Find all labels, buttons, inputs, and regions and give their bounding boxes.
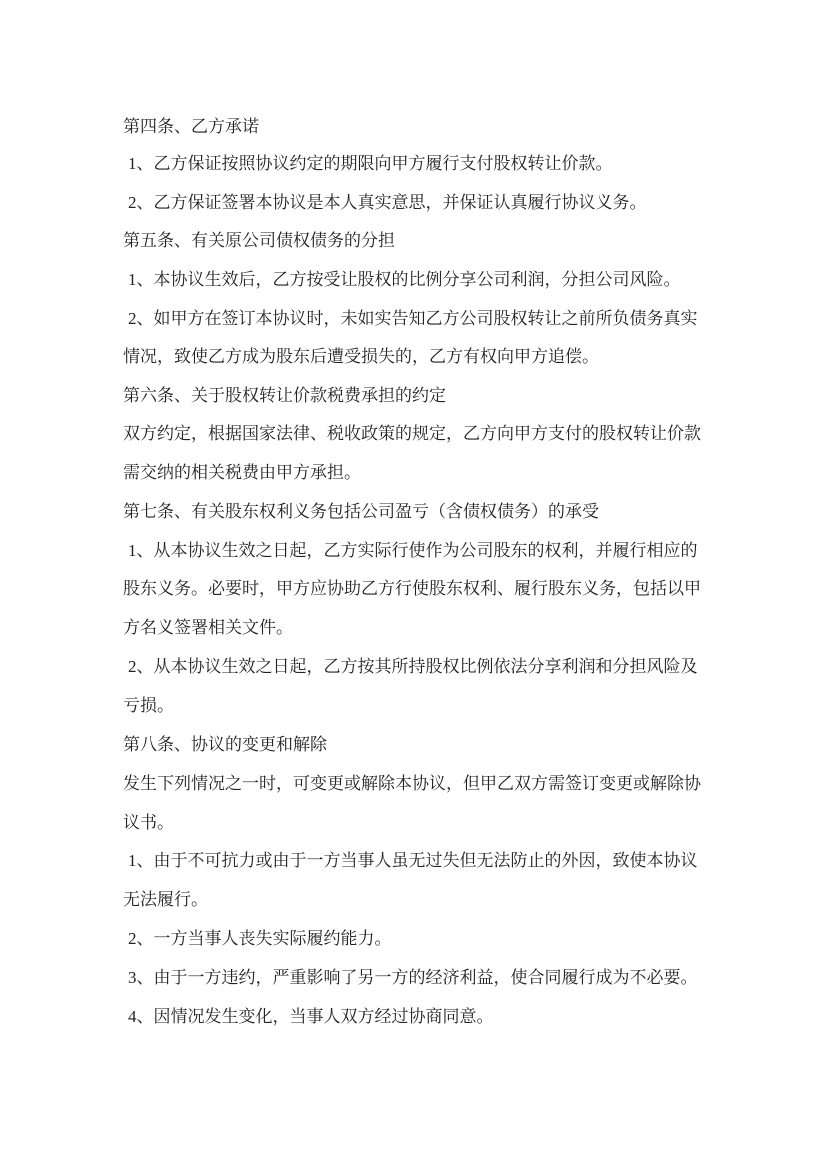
paragraph-line: 发生下列情况之一时，可变更或解除本协议，但甲乙双方需签订变更或解除协: [123, 774, 701, 793]
section-heading: 第五条、有关原公司债权债务的分担: [123, 231, 395, 250]
paragraph-line: 股东义务。必要时，甲方应协助乙方行使股东权利、履行股东义务，包括以甲: [123, 579, 701, 598]
section-heading: 第七条、有关股东权利义务包括公司盈亏（含债权债务）的承受: [123, 502, 599, 521]
paragraph-line: 无法履行。: [123, 890, 208, 909]
numbered-clause: 1、本协议生效后，乙方按受让股权的比例分享公司利润，分担公司风险。: [128, 270, 681, 289]
numbered-clause: 2、一方当事人丧失实际履约能力。: [128, 929, 392, 948]
paragraph-line: 双方约定，根据国家法律、税收政策的规定，乙方向甲方支付的股权转让价款: [123, 424, 701, 443]
paragraph-line: 方名义签署相关文件。: [123, 618, 293, 637]
section-heading: 第八条、协议的变更和解除: [123, 735, 327, 754]
paragraph-line: 需交纳的相关税费由甲方承担。: [123, 463, 361, 482]
numbered-clause: 4、因情况发生变化，当事人双方经过协商同意。: [128, 1007, 494, 1026]
paragraph-line: 亏损。: [123, 696, 174, 715]
numbered-clause: 1、从本协议生效之日起，乙方实际行使作为公司股东的权利，并履行相应的: [128, 541, 698, 560]
paragraph-line: 议书。: [123, 813, 174, 832]
numbered-clause: 1、由于不可抗力或由于一方当事人虽无过失但无法防止的外因，致使本协议: [128, 851, 698, 870]
numbered-clause: 3、由于一方违约，严重影响了另一方的经济利益，使合同履行成为不必要。: [128, 968, 698, 987]
numbered-clause: 1、乙方保证按照协议约定的期限向甲方履行支付股权转让价款。: [128, 154, 613, 173]
numbered-clause: 2、如甲方在签订本协议时，未如实告知乙方公司股权转让之前所负债务真实: [128, 309, 698, 328]
numbered-clause: 2、乙方保证签署本协议是本人真实意思，并保证认真履行协议义务。: [128, 193, 647, 212]
section-heading: 第四条、乙方承诺: [123, 117, 259, 136]
numbered-clause: 2、从本协议生效之日起，乙方按其所持股权比例依法分享利润和分担风险及: [128, 657, 698, 676]
section-heading: 第六条、关于股权转让价款税费承担的约定: [123, 386, 446, 405]
paragraph-line: 情况，致使乙方成为股东后遭受损失的，乙方有权向甲方追偿。: [123, 347, 599, 366]
